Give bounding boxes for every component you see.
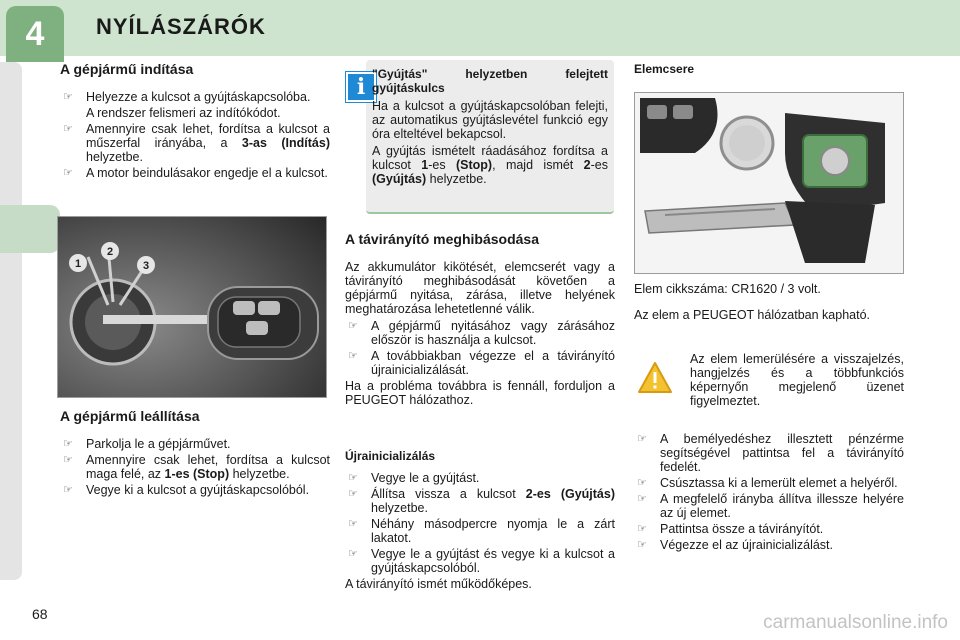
battery-warning [690,352,904,411]
list-item: ☞ Vegye le a gyújtást és vegye ki a kulcsot a gyújtáskapcsolóból. [348,547,615,575]
step-note: A rendszer felismeri az indítókódot. [86,106,281,120]
bullet-icon: ☞ [348,320,358,332]
watermark: carmanualsonline.info [763,612,948,633]
list-item: ☞ Csúsztassa ki a lemerült elemet a helyéről. [637,476,898,490]
list-item: ☞ Amennyire csak lehet, fordítsa a kulcsot maga felé, az 1-es (Stop) helyzetbe. [63,453,330,481]
info-icon: i [346,72,376,102]
bullet-icon: ☞ [637,493,647,505]
bullet-icon: ☞ [637,523,647,535]
info-paragraph: A gyújtás ismételt ráadásához fordítsa a kulcsot 1-es (Stop), majd ismét 2-es (Gyújtás) helyzetbe. [372,144,608,186]
bullet-icon: ☞ [63,167,73,179]
list-item: ☞ Pattintsa össze a távirányítót. [637,522,824,536]
ignition-key-illustration [58,217,326,397]
info-text [372,67,608,189]
bullet-icon: ☞ [637,539,647,551]
stop-heading: A gépjármű leállítása [60,408,200,424]
list-item: ☞ Amennyire csak lehet, fordítsa a kulcsot a műszerfal irányába, a 3-as (Indítás) helyzetbe. [63,122,330,164]
battery-warning-text: Az elem lemerülésére a visszajelzés, hangjelzés és a többfunkciós képernyőn megjelenő üzenet figyelmeztet. [690,352,904,408]
chapter-number-tab: 4 [6,6,64,62]
list-item: ☞ Végezze el az újrainicializálást. [637,538,834,552]
battery-reference: Elem cikkszáma: CR1620 / 3 volt. [634,282,821,296]
reinit-outro: A távirányító ismét működőképes. [345,577,532,591]
bullet-icon: ☞ [348,350,358,362]
bullet-icon: ☞ [63,123,73,135]
start-heading: A gépjármű indítása [60,61,194,77]
info-title: "Gyújtás" helyzetben felejtett gyújtáskulcs [372,67,608,95]
bullet-icon: ☞ [637,433,647,445]
page-number: 68 [32,606,48,622]
bullet-icon: ☞ [63,91,73,103]
start-section [60,62,330,182]
remote-section [345,232,615,410]
remote-battery-illustration [635,93,903,273]
reinit-section [345,449,615,594]
list-item: ☞ A motor beindulásakor engedje el a kulcsot. [63,166,328,180]
sidebar-active-marker [0,205,60,253]
info-paragraph: Ha a kulcsot a gyújtáskapcsolóban felejti, az automatikus gyújtáslevétel funkció egy óra elteltével bekapcsol. [372,99,608,141]
list-item: ☞ A továbbiakban végezze el a távirányító újrainicializálását. [348,349,615,377]
list-item: ☞ Parkolja le a gépjárművet. [63,437,231,451]
chapter-sidebar [0,62,22,580]
reinit-steps [345,471,615,575]
list-item: ☞ Állítsa vissza a kulcsot 2-es (Gyújtás) helyzetbe. [348,487,615,515]
battery-info [634,282,904,325]
list-item: ☞ Vegye ki a kulcsot a gyújtáskapcsolóból. [63,483,310,497]
reinit-heading: Újrainicializálás [345,449,436,463]
bullet-icon: ☞ [63,484,73,496]
stop-section [60,409,330,499]
position-label-1: 1 [74,258,82,270]
remote-steps [345,319,615,377]
bullet-icon: ☞ [348,518,358,530]
list-item: ☞ Helyezze a kulcsot a gyújtáskapcsolóba. A rendszer felismeri az indítókódot. [60,90,330,120]
bullet-icon: ☞ [63,438,73,450]
bullet-icon: ☞ [348,548,358,560]
list-item: ☞ A megfelelő irányba állítva illessze helyére az új elemet. [637,492,904,520]
position-label-2: 2 [106,246,114,258]
list-item: ☞ Vegye le a gyújtást. [348,471,480,485]
stop-steps [60,437,330,497]
battery-steps [634,432,904,552]
start-steps [60,90,330,180]
info-box [346,60,614,212]
battery-figure [634,92,904,274]
battery-steps-wrap [634,432,904,554]
battery-availability: Az elem a PEUGEOT hálózatban kapható. [634,308,871,322]
battery-heading: Elemcsere [634,62,695,76]
ignition-key-figure [57,216,327,398]
bullet-icon: ☞ [63,454,73,466]
list-item: ☞ Néhány másodpercre nyomja le a zárt lakatot. [348,517,615,545]
chapter-title: NYÍLÁSZÁRÓK [96,14,266,39]
warning-icon [637,360,673,396]
list-item: ☞ A gépjármű nyitásához vagy zárásához először is használja a kulcsot. [348,319,615,347]
bullet-icon: ☞ [637,477,647,489]
bullet-icon: ☞ [348,472,358,484]
battery-heading-wrap [634,62,904,82]
remote-heading: A távirányító meghibásodása [345,231,539,247]
position-label-3: 3 [142,260,150,272]
bullet-icon: ☞ [348,488,358,500]
remote-outro: Ha a probléma továbbra is fennáll, forduljon a PEUGEOT hálózathoz. [345,379,615,407]
remote-intro: Az akkumulátor kikötését, elemcserét vagy a távirányító meghibásodását követően a gépjármű nyitása, zárása, illetve helyének meghatározása lehetetlenné válik. [345,260,615,316]
list-item: ☞ A bemélyedéshez illesztett pénzérme segítségével pattintsa fel a távirányító fedelét. [637,432,904,474]
